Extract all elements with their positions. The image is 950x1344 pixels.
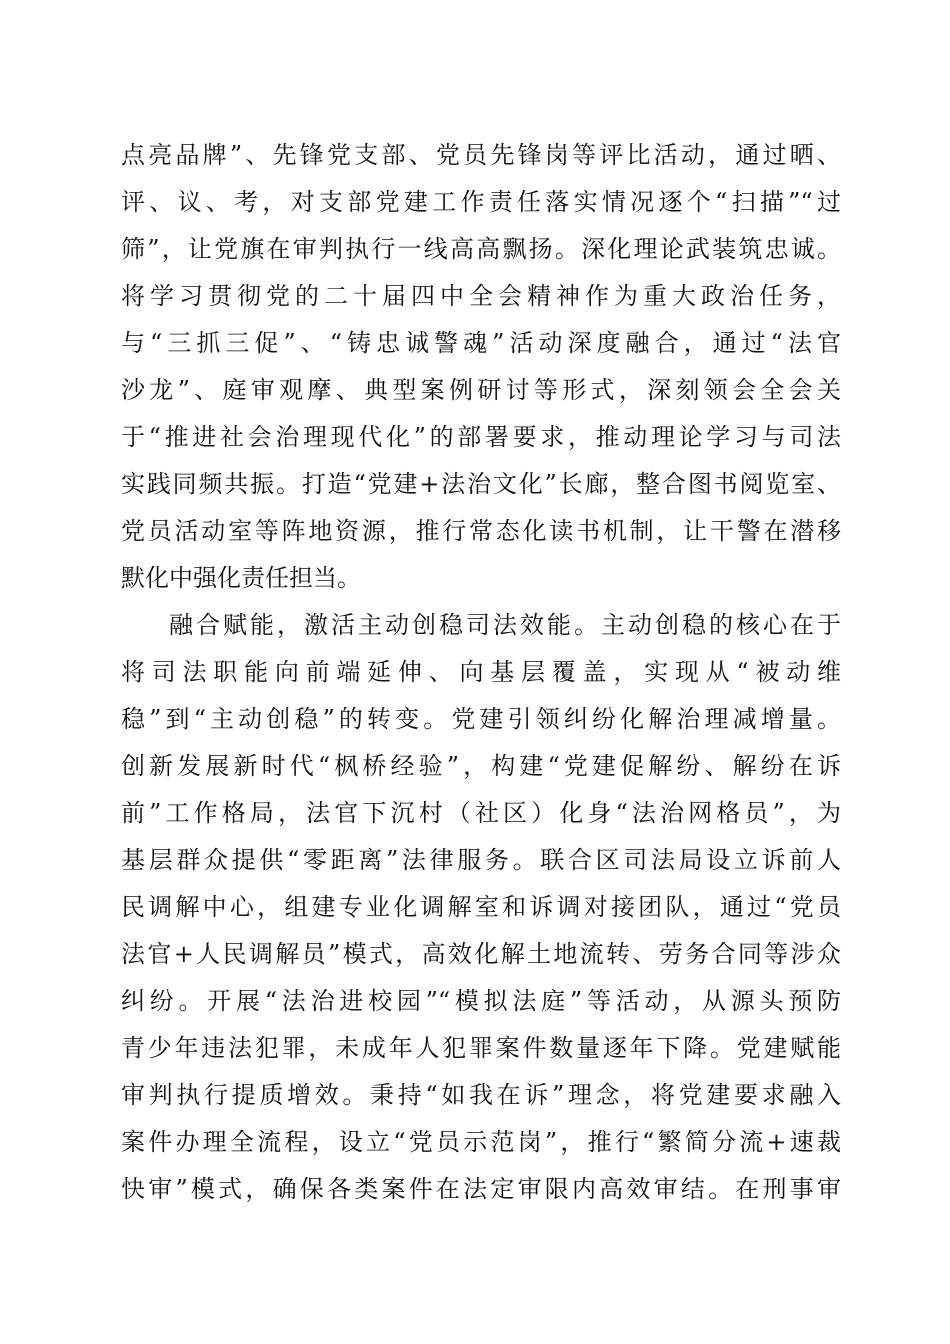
text-line: 实践同频共振。打造“党建+法治文化”长廊，整合图书阅览室、 <box>121 470 841 498</box>
text-line: 审判执行提质增效。秉持“如我在诉”理念，将党建要求融入 <box>121 1081 841 1109</box>
text-line: 党员活动室等阵地资源，推行常态化读书机制，让干警在潜移 <box>121 517 841 545</box>
text-line: 创新发展新时代“枫桥经验”，构建“党建促解纷、解纷在诉 <box>121 752 841 780</box>
text-line: 于“推进社会治理现代化”的部署要求，推动理论学习与司法 <box>121 423 841 451</box>
text-line: 将司法职能向前端延伸、向基层覆盖，实现从“被动维 <box>121 658 841 686</box>
text-line: 基层群众提供“零距离”法律服务。联合区司法局设立诉前人 <box>121 846 841 874</box>
text-line: 案件办理全流程，设立“党员示范岗”，推行“繁简分流+速裁 <box>121 1128 841 1156</box>
paragraph-1 <box>121 132 841 602</box>
text-line: 快审”模式，确保各类案件在法定审限内高效审结。在刑事审 <box>121 1175 841 1203</box>
text-line: 评、议、考，对支部党建工作责任落实情况逐个“扫描”“过 <box>121 188 841 216</box>
text-line: 默化中强化责任担当。 <box>121 564 361 592</box>
text-line: 与“三抓三促”、“铸忠诚警魂”活动深度融合，通过“法官 <box>121 329 841 357</box>
text-line: 前”工作格局，法官下沉村（社区）化身“法治网格员”，为 <box>121 799 841 827</box>
text-line: 沙龙”、庭审观摩、典型案例研讨等形式，深刻领会全会关 <box>121 376 841 404</box>
text-line: 民调解中心，组建专业化调解室和诉调对接团队，通过“党员 <box>121 893 841 921</box>
document-body <box>121 132 841 1213</box>
text-line: 筛”，让党旗在审判执行一线高高飘扬。深化理论武装筑忠诚。 <box>121 235 841 263</box>
text-line: 融合赋能，激活主动创稳司法效能。主动创稳的核心在于 <box>169 611 841 639</box>
text-line: 稳”到“主动创稳”的转变。党建引领纠纷化解治理减增量。 <box>121 705 841 733</box>
text-line: 点亮品牌”、先锋党支部、党员先锋岗等评比活动，通过晒、 <box>121 141 841 169</box>
text-line: 将学习贯彻党的二十届四中全会精神作为重大政治任务， <box>121 282 841 310</box>
text-line: 法官+人民调解员”模式，高效化解土地流转、劳务合同等涉众 <box>121 940 841 968</box>
text-line: 青少年违法犯罪，未成年人犯罪案件数量逐年下降。党建赋能 <box>121 1034 841 1062</box>
paragraph-2 <box>121 602 841 1213</box>
text-line: 纠纷。开展“法治进校园”“模拟法庭”等活动，从源头预防 <box>121 987 841 1015</box>
